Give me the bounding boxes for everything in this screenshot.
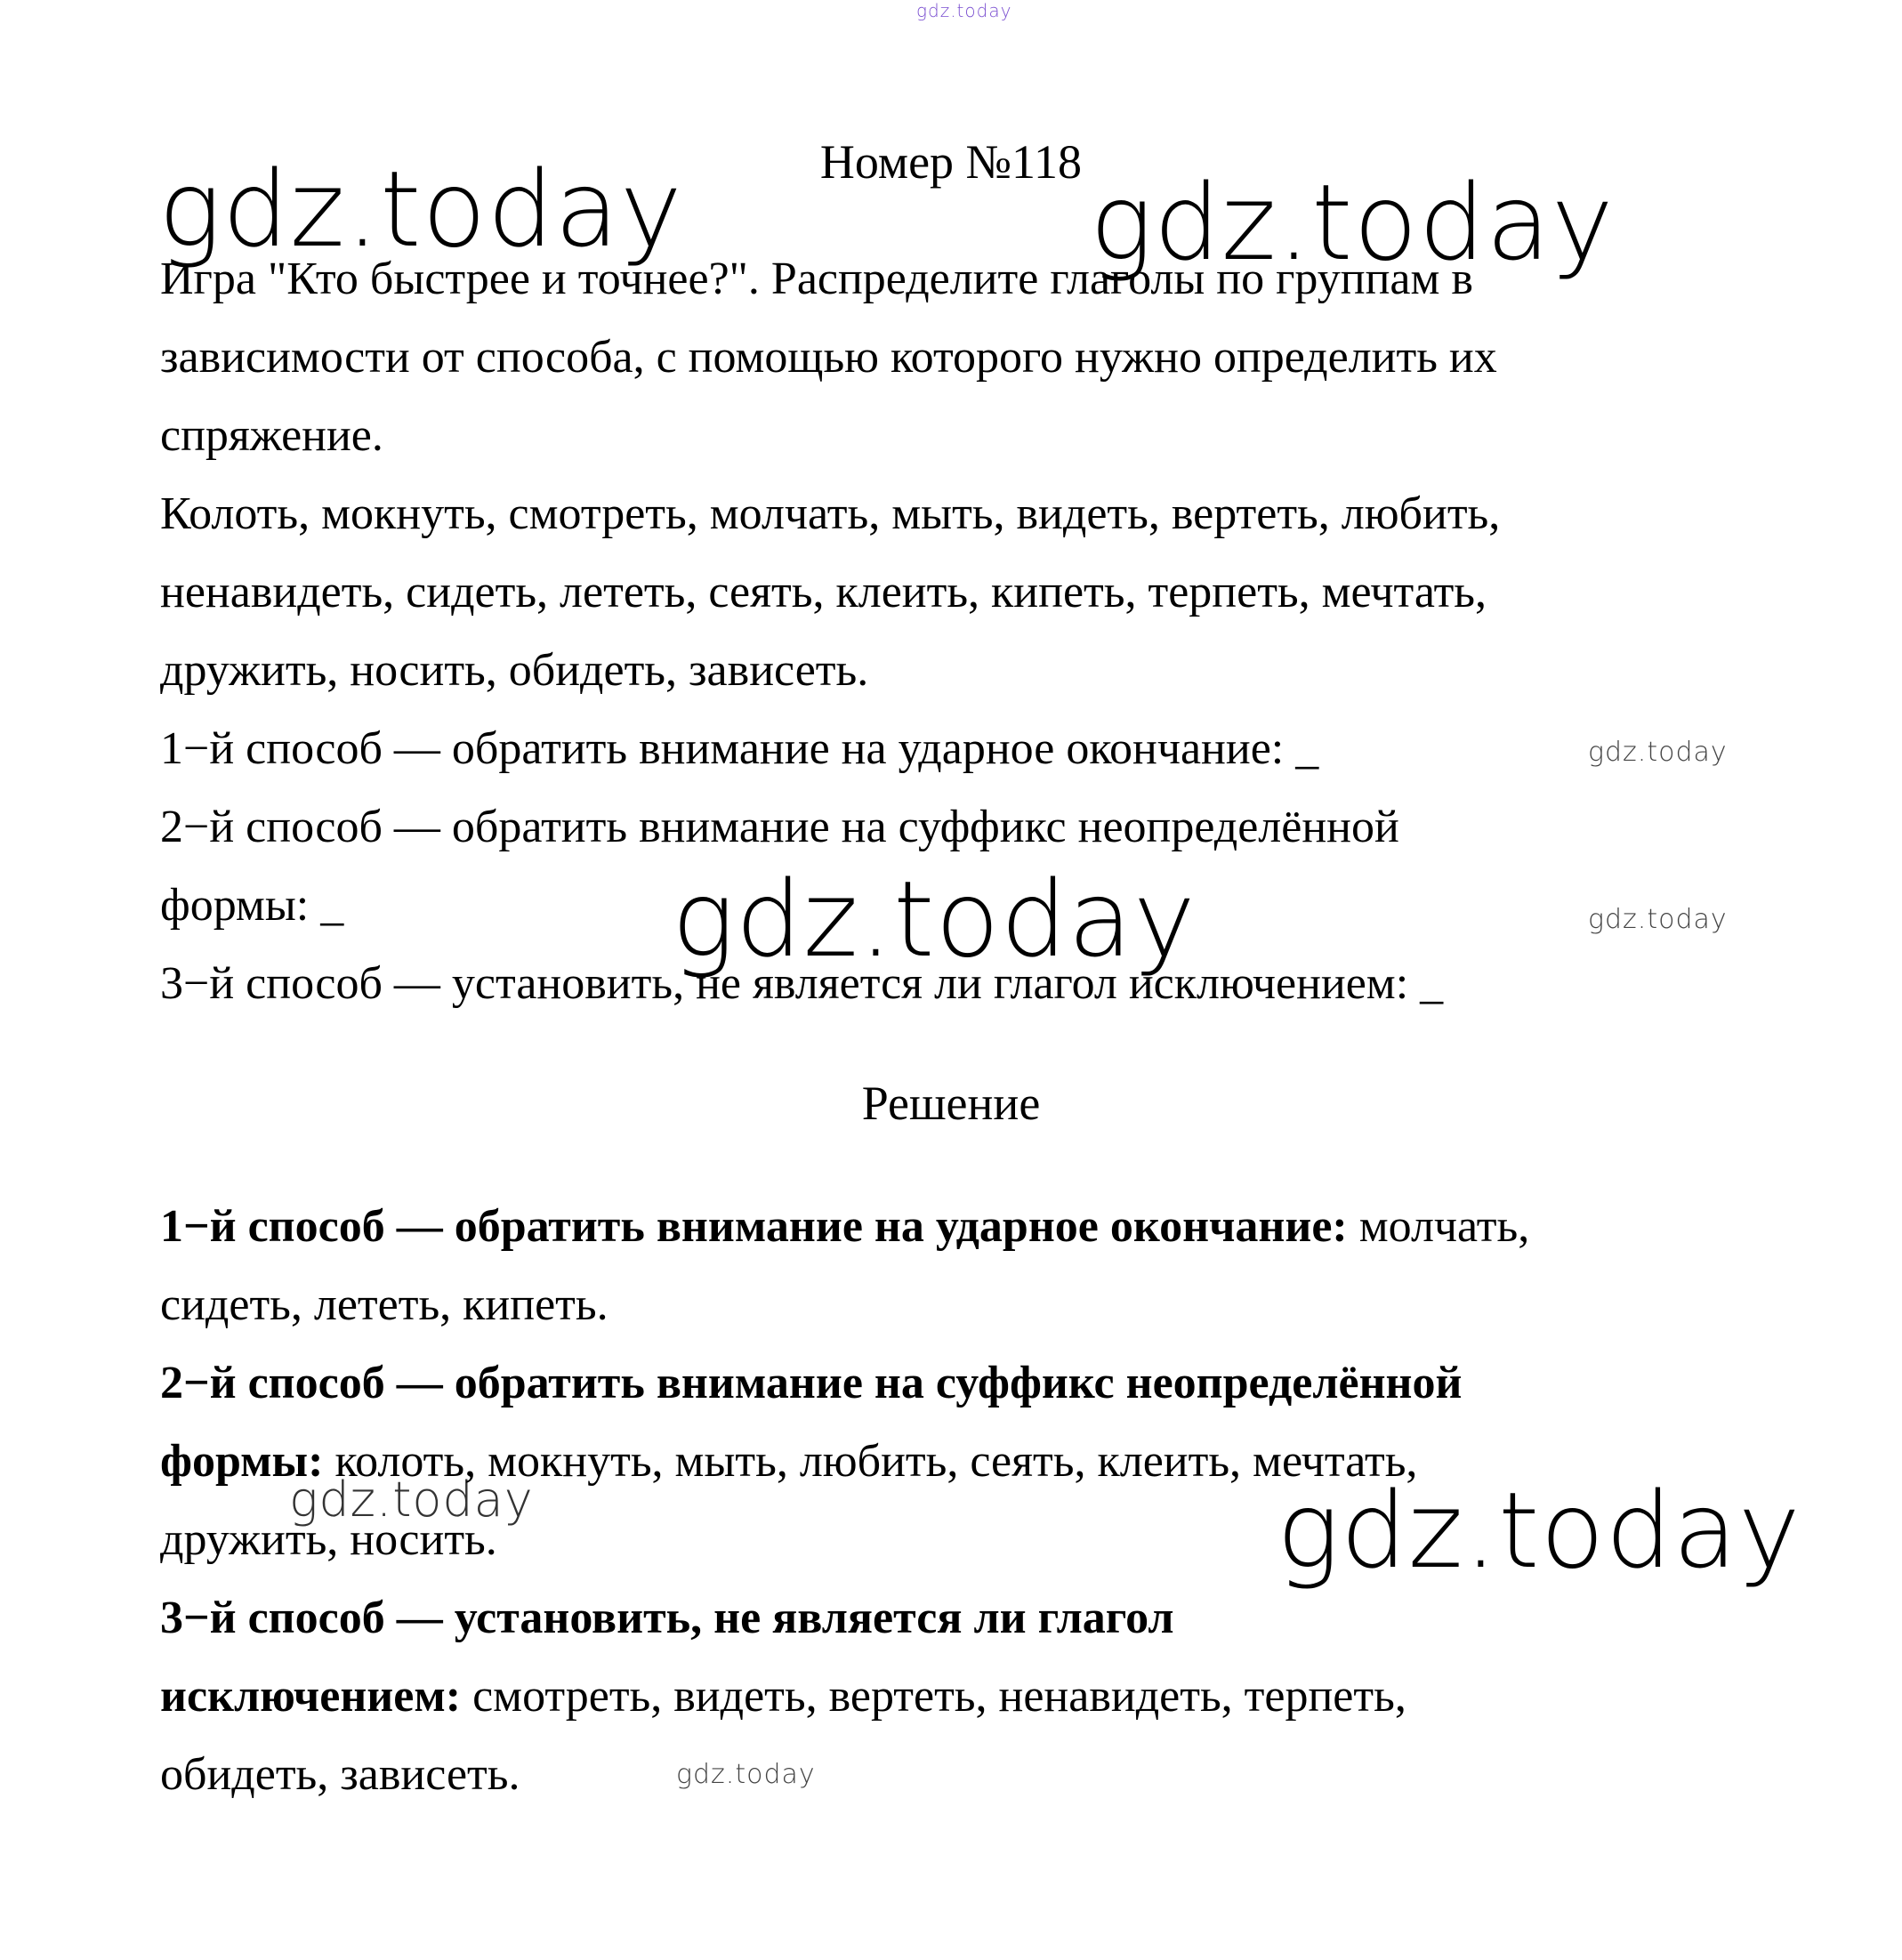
method-2-label: формы:	[160, 1436, 324, 1487]
method-2-line-2	[160, 1423, 1761, 1501]
watermark-top: gdz.today	[916, 0, 1012, 21]
task-line-10: 3−й способ — установить, не является ли глагол исключением: _	[160, 958, 1444, 1009]
watermark-large-3: gdz.today	[672, 858, 1197, 980]
task-line-1: Игра "Кто быстрее и точнее?". Распределите глаголы по группам в	[160, 254, 1473, 304]
task-line-8: 2−й способ — обратить внимание на суффикс неопределённой	[160, 802, 1399, 852]
task-line-7: 1−й способ — обратить внимание на ударное окончание: _	[160, 723, 1319, 774]
solution-heading: Решение	[861, 1077, 1041, 1130]
method-3-line-3: обидеть, зависеть.	[160, 1749, 520, 1800]
watermark-large-4: gdz.today	[1277, 1469, 1801, 1592]
method-3-line-2	[160, 1658, 1761, 1736]
task-line-4: Колоть, мокнуть, смотреть, молчать, мыть, видеть, вертеть, любить,	[160, 488, 1501, 539]
task-line-2: зависимости от способа, с помощью которого нужно определить их	[160, 332, 1497, 383]
method-1-line-1	[160, 1188, 1761, 1266]
watermark-small-1: gdz.today	[1588, 737, 1728, 768]
watermark-mid-1: gdz.today	[289, 1472, 534, 1528]
watermark-small-2: gdz.today	[1588, 904, 1728, 935]
task-line-9: формы: _	[160, 880, 344, 931]
method-3-tail: смотреть, видеть, вертеть, ненавидеть, терпеть,	[461, 1671, 1406, 1722]
task-line-3: спряжение.	[160, 410, 383, 461]
watermark-small-3: gdz.today	[676, 1759, 816, 1790]
method-2-tail: колоть, мокнуть, мыть, любить, сеять, клеить, мечтать,	[323, 1436, 1418, 1487]
watermark-large-2: gdz.today	[1090, 161, 1615, 284]
method-1-tail: молчать,	[1347, 1201, 1530, 1252]
task-line-5: ненавидеть, сидеть, лететь, сеять, клеить, кипеть, терпеть, мечтать,	[160, 567, 1487, 617]
watermark-large-1: gdz.today	[158, 148, 683, 270]
method-3-line-1: 3−й способ — установить, не является ли глагол	[160, 1593, 1174, 1643]
page-title: Номер №118	[819, 135, 1083, 189]
method-1-label: 1−й способ — обратить внимание на ударное окончание:	[160, 1201, 1348, 1252]
method-2-line-3: дружить, носить.	[160, 1514, 497, 1565]
method-1-line-2: сидеть, лететь, кипеть.	[160, 1279, 608, 1330]
task-line-6: дружить, носить, обидеть, зависеть.	[160, 645, 869, 696]
method-2-line-1: 2−й способ — обратить внимание на суффикс неопределённой	[160, 1358, 1463, 1408]
method-3-label: исключением:	[160, 1671, 462, 1722]
